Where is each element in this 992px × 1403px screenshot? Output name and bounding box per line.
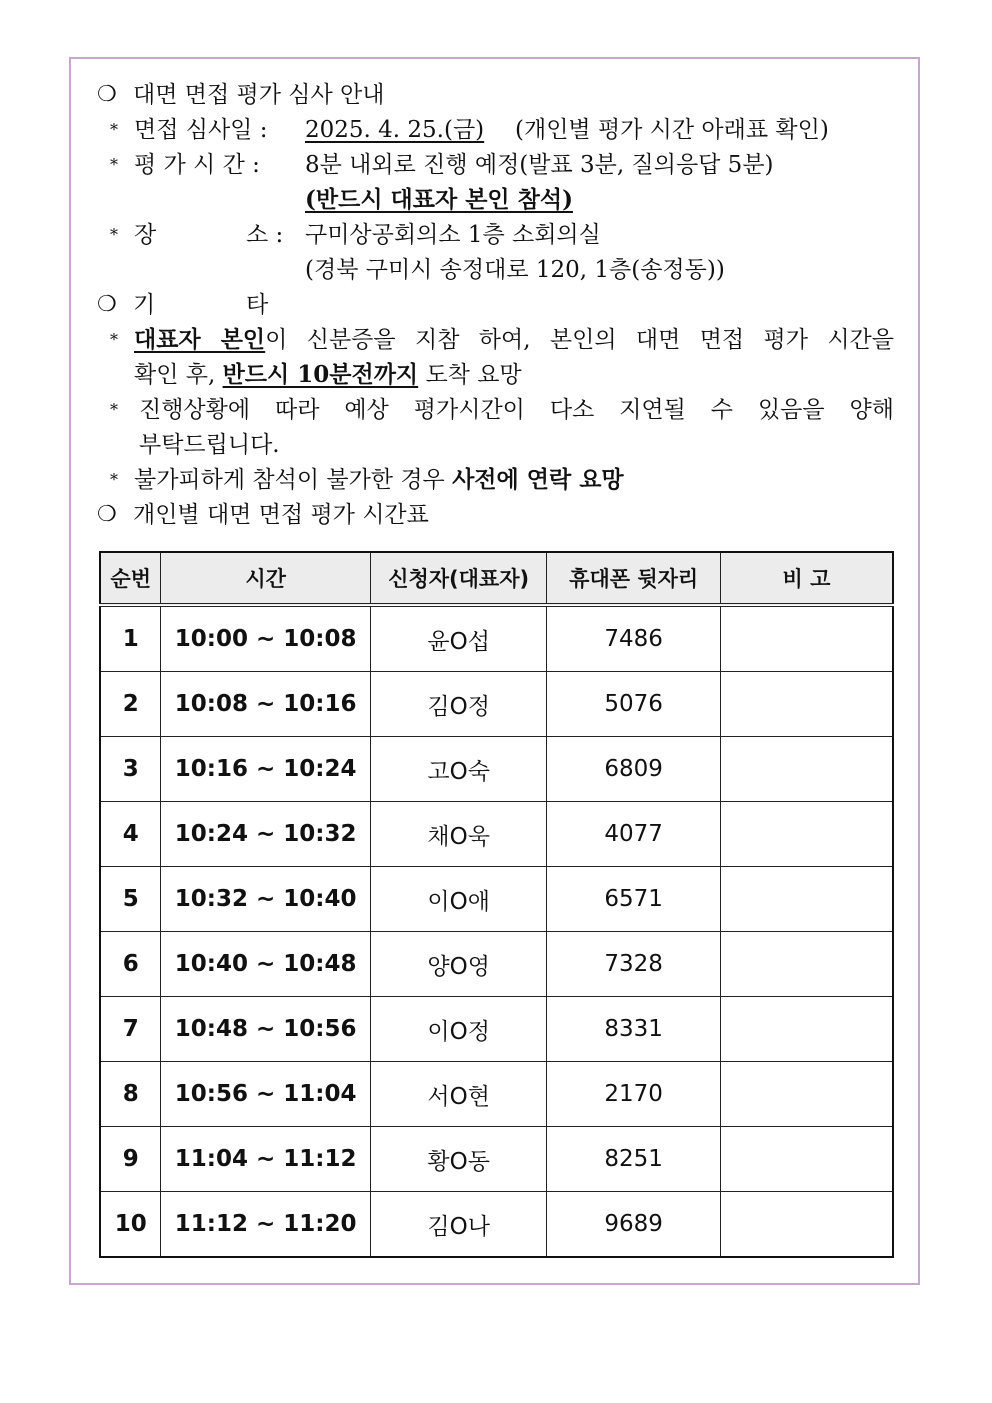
circle-bullet-icon: ❍ — [97, 292, 117, 317]
row-phone: 7328 — [547, 932, 721, 997]
row-phone: 6571 — [547, 867, 721, 932]
table-row — [100, 737, 893, 802]
row-time: 10:56 ~ 11:04 — [161, 1062, 371, 1127]
date-label: 면접 심사일 : — [134, 117, 268, 143]
row-note — [720, 932, 893, 997]
row-phone: 4077 — [547, 802, 721, 867]
row-note — [720, 997, 893, 1062]
date-value: 2025. 4. 25.(금) — [305, 117, 485, 143]
row-phone: 7486 — [547, 605, 721, 672]
table-row — [100, 1192, 893, 1258]
date-note: (개인별 평가 시간 아래표 확인) — [515, 117, 829, 143]
table-row — [100, 605, 893, 672]
header-applicant: 신청자(대표자) — [370, 552, 546, 605]
row-note — [720, 672, 893, 737]
row-note — [720, 1192, 893, 1258]
row-time: 10:32 ~ 10:40 — [161, 867, 371, 932]
etc-item-1-line-2 — [134, 360, 522, 390]
table-row — [100, 1062, 893, 1127]
place-label-end: 소 : — [246, 222, 284, 248]
header-time: 시간 — [161, 552, 371, 605]
etc-item-1-confirm-text: 확인 후, — [134, 362, 216, 388]
heading-etc-end: 타 — [246, 292, 269, 318]
etc-item-1-text: 이 신분증을 지참 하여, 본인의 대면 면접 평가 시간을 — [265, 327, 894, 353]
row-time: 10:24 ~ 10:32 — [161, 802, 371, 867]
circle-bullet-icon: ❍ — [97, 502, 117, 527]
row-order: 6 — [100, 932, 161, 997]
row-applicant: 이O정 — [370, 997, 546, 1062]
row-time: 10:08 ~ 10:16 — [161, 672, 371, 737]
asterisk-bullet-icon: * — [110, 225, 118, 244]
row-applicant: 고O숙 — [370, 737, 546, 802]
schedule-table — [99, 551, 894, 1258]
row-note — [720, 802, 893, 867]
time-note: (반드시 대표자 본인 참석) — [305, 186, 573, 213]
row-applicant: 양O영 — [370, 932, 546, 997]
row-applicant: 채O욱 — [370, 802, 546, 867]
asterisk-bullet-icon: * — [110, 400, 118, 419]
time-value: 8분 내외로 진행 예정(발표 3분, 질의응답 5분) — [305, 152, 774, 178]
etc-item-1-line-1 — [134, 325, 894, 355]
row-applicant: 서O현 — [370, 1062, 546, 1127]
row-phone: 6809 — [547, 737, 721, 802]
header-phone: 휴대폰 뒷자리 — [547, 552, 721, 605]
place-address: (경북 구미시 송정대로 120, 1층(송정동)) — [305, 257, 725, 283]
etc-item-3-text: 불가피하게 참석이 불가한 경우 — [134, 467, 445, 493]
table-row — [100, 802, 893, 867]
asterisk-bullet-icon: * — [110, 470, 118, 489]
row-note — [720, 867, 893, 932]
row-note — [720, 605, 893, 672]
asterisk-bullet-icon: * — [110, 330, 118, 349]
row-note — [720, 737, 893, 802]
row-time: 11:04 ~ 11:12 — [161, 1127, 371, 1192]
row-time: 10:40 ~ 10:48 — [161, 932, 371, 997]
table-row — [100, 672, 893, 737]
heading-etc-start: 기 — [133, 292, 156, 318]
row-order: 10 — [100, 1192, 161, 1258]
table-row — [100, 997, 893, 1062]
arrival-request-text: 도착 요망 — [425, 362, 522, 388]
row-applicant: 이O애 — [370, 867, 546, 932]
circle-bullet-icon: ❍ — [97, 82, 117, 107]
asterisk-bullet-icon: * — [110, 120, 118, 139]
row-applicant: 김O정 — [370, 672, 546, 737]
row-phone: 8331 — [547, 997, 721, 1062]
etc-item-3 — [134, 465, 624, 495]
arrival-deadline-emphasis: 반드시 10분전까지 — [222, 361, 419, 388]
row-order: 9 — [100, 1127, 161, 1192]
row-phone: 2170 — [547, 1062, 721, 1127]
row-applicant: 윤O섭 — [370, 605, 546, 672]
row-order: 8 — [100, 1062, 161, 1127]
row-phone: 5076 — [547, 672, 721, 737]
heading-interview-guide: 대면 면접 평가 심사 안내 — [133, 82, 385, 108]
place-label-start: 장 — [134, 222, 157, 248]
representative-emphasis: 대표자 본인 — [134, 326, 266, 353]
table-header-row — [100, 552, 893, 605]
etc-item-2-line-1: 진행상황에 따라 예상 평가시간이 다소 지연될 수 있음을 양해 — [139, 397, 894, 423]
row-applicant: 황O동 — [370, 1127, 546, 1192]
etc-item-2-line-2: 부탁드립니다. — [139, 432, 280, 458]
row-phone: 8251 — [547, 1127, 721, 1192]
row-order: 2 — [100, 672, 161, 737]
heading-schedule: 개인별 대면 면접 평가 시간표 — [133, 502, 429, 528]
table-row — [100, 1127, 893, 1192]
row-order: 7 — [100, 997, 161, 1062]
table-row — [100, 932, 893, 997]
time-label: 평 가 시 간 : — [134, 152, 260, 178]
row-order: 4 — [100, 802, 161, 867]
asterisk-bullet-icon: * — [110, 155, 118, 174]
row-order: 1 — [100, 605, 161, 672]
table-row — [100, 867, 893, 932]
row-time: 10:16 ~ 10:24 — [161, 737, 371, 802]
row-time: 10:48 ~ 10:56 — [161, 997, 371, 1062]
row-order: 5 — [100, 867, 161, 932]
row-order: 3 — [100, 737, 161, 802]
place-value: 구미상공회의소 1층 소회의실 — [305, 222, 601, 248]
row-time: 10:00 ~ 10:08 — [161, 605, 371, 672]
row-applicant: 김O나 — [370, 1192, 546, 1258]
row-note — [720, 1127, 893, 1192]
row-note — [720, 1062, 893, 1127]
header-note: 비 고 — [720, 552, 893, 605]
header-order: 순번 — [100, 552, 161, 605]
row-time: 11:12 ~ 11:20 — [161, 1192, 371, 1258]
row-phone: 9689 — [547, 1192, 721, 1258]
advance-contact-emphasis: 사전에 연락 요망 — [452, 466, 624, 493]
